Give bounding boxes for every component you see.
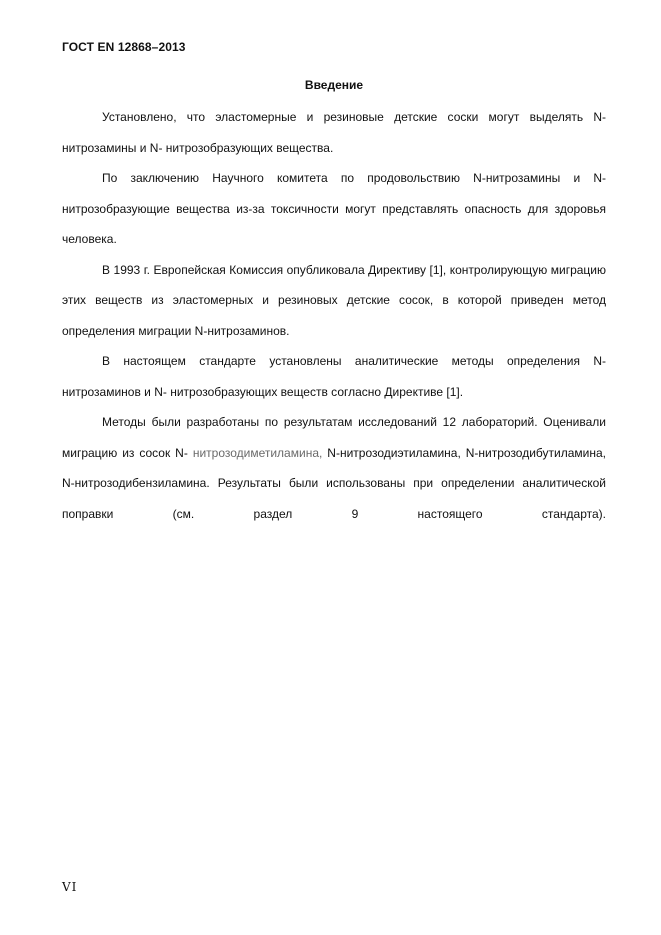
- paragraph-4: В настоящем стандарте установлены аналитические методы определения N-нитрозаминов и N- нитрозобразующих веществ согласно Директиве [1].: [62, 354, 606, 399]
- paragraph-5-part-3: N-нитрозодиэтиламина, N-нитрозодибутиламина, N-нитрозодибензиламина. Результаты были использованы при определении аналитической поправки (см. раздел 9 настоящего стандарта).: [62, 445, 606, 521]
- paragraph-5-part-1: Методы были разработаны по результатам исследований 12 лабораторий. Оценивали миграцию из сосок N-: [62, 415, 606, 460]
- body-text: [62, 102, 606, 529]
- page-number: VI: [62, 880, 78, 894]
- paragraph-3: В 1993 г. Европейская Комиссия опубликовала Директиву [1], контролирующую миграцию этих веществ из эластомерных и резиновых детские сосок, в которой приведен метод определения миграции N-нитрозаминов.: [62, 262, 606, 338]
- document-header: ГОСТ EN 12868–2013: [62, 40, 186, 54]
- paragraph-2: По заключению Научного комитета по продовольствию N-нитрозамины и N-нитрозобразующие вещества из-за токсичности могут представлять опасность для здоровья человека.: [62, 171, 606, 246]
- paragraph-5-gray-term: нитрозодиметиламина,: [192, 445, 323, 460]
- paragraph-1: Установлено, что эластомерные и резиновые детские соски могут выделять N-нитрозамины и N- нитрозобразующих вещества.: [62, 110, 606, 155]
- section-title: Введение: [304, 78, 364, 92]
- paragraph-5: [62, 407, 606, 529]
